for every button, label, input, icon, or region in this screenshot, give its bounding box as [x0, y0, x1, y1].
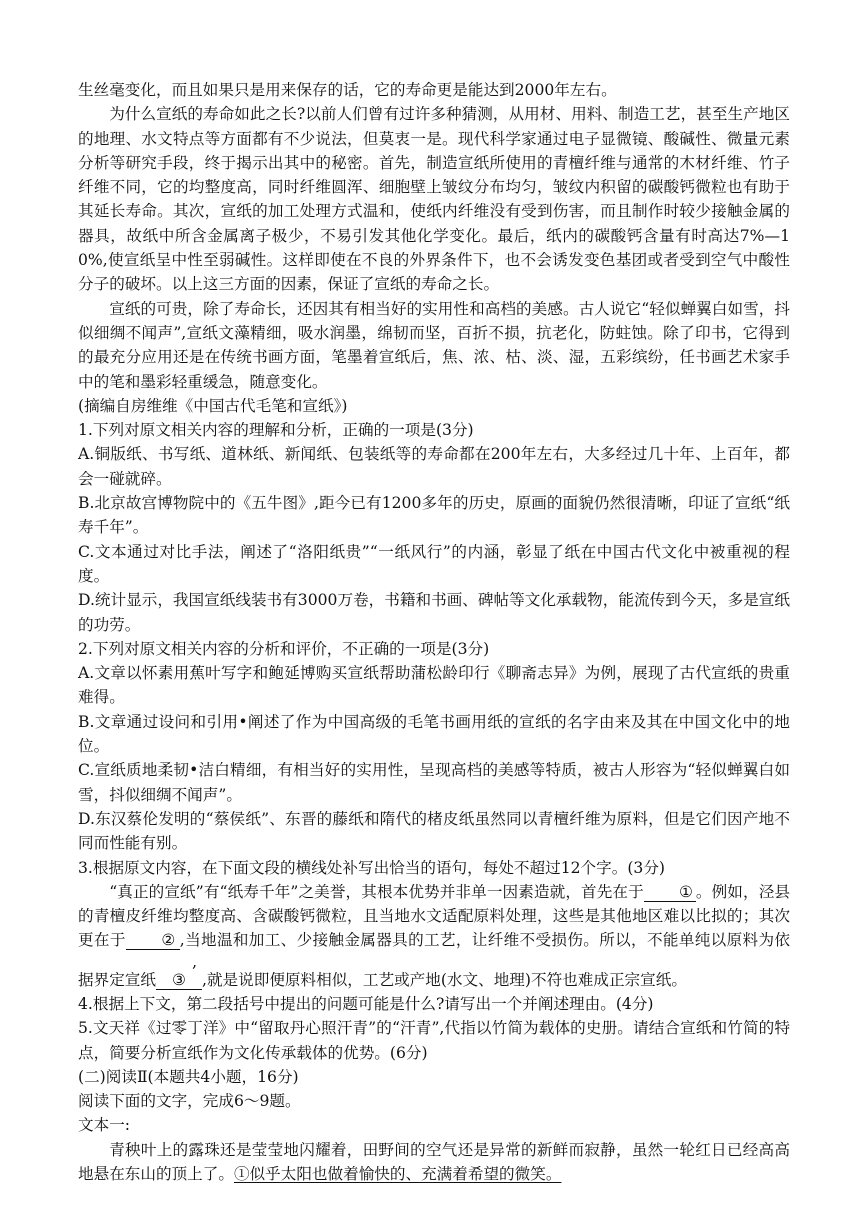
question-2-option-a: A.文章以怀素用蕉叶写字和鲍延博购买宣纸帮助蒲松龄印行《聊斋志异》为例，展现了古代宣纸的贵重难得。	[78, 664, 790, 707]
source-citation: (摘编自房维维《中国古代毛笔和宣纸》)	[78, 396, 348, 415]
document-page	[78, 78, 790, 1186]
paragraph: 生丝毫变化，而且如果只是用来保存的话，它的寿命更是能达到2000年左右。	[78, 81, 617, 99]
question-5: 5.文天祥《过零丁洋》中“留取丹心照汗青”的“汗青”,代指以竹简为载体的史册。请结合宣纸和竹简的特点，简要分析宣纸作为文化传承载体的优势。(6分)	[78, 1019, 790, 1062]
text-label: 文本一:	[78, 1116, 131, 1135]
paragraph: 宣纸的可贵，除了寿命长，还因其有相当好的实用性和高档的美感。古人说它“轻似蝉翼白如雪，抖似细绸不闻声”,宣纸文藻精细，吸水润墨，绵韧而坚，百折不损，抗老化，防蛀蚀。除了印书，它得到的最充分应用还是在传统书画方面，笔墨着宣纸后，焦、浓、枯、淡、湿，五彩缤纷，任书画艺术家手中的笔和墨彩轻重缓急，随意变化。	[78, 299, 790, 391]
question-2-option-c: C.宣纸质地柔韧•洁白精细，有相当好的实用性，呈现高档的美感等特质，被古人形容为“轻似蝉翼白如雪，抖似细绸不闻声”。	[78, 761, 790, 804]
fill-blank-2: ②	[126, 931, 180, 950]
question-4: 4.根据上下文，第二段括号中提出的问题可能是什么?请写出一个并阐述理由。(4分)	[78, 994, 654, 1013]
question-3-stem: 3.根据原文内容，在下面文段的横线处补写出恰当的语句，每处不超过12个字。(3分)	[78, 858, 665, 877]
section-instruction: 阅读下面的文字，完成6～9题。	[78, 1092, 301, 1111]
question-2-option-d: D.东汉蔡伦发明的“蔡侯纸”、东晋的藤纸和隋代的楮皮纸虽然同以青檀纤维为原料，但是它们因产地不同而性能有别。	[78, 809, 790, 853]
passage-text: ,当地温和加工、少接触金属器具的工艺，让纤维不受损伤。所以，不能单纯以原料为依据界定宣纸	[78, 931, 790, 989]
question-1-stem: 1.下列对原文相关内容的理解和分析，正确的一项是(3分)	[78, 421, 474, 440]
reading-paragraph	[78, 1138, 790, 1187]
passage-text: ,就是说即便原料相似，工艺或产地(水文、地理)不符也难成正宗宣纸。	[201, 970, 687, 989]
question-2-option-b: B.文章通过设问和引用•阐述了作为中国高级的毛笔书画用纸的宣纸的名字由来及其在中国文化中的地位。	[78, 712, 790, 756]
paragraph: 为什么宣纸的寿命如此之长?以前人们曾有过许多种猜测，从用材、用料、制造工艺，甚至生产地区的地理、水文特点等方面都有不少说法，但莫衷一是。现代科学家通过电子显微镜、酸碱性、微量元素分析等研究手段，终于揭示出其中的秘密。首先，制造宣纸所使用的青檀纤维与通常的木材纤维、竹子纤维不同，它的均整度高，同时纤维圆浑、细胞壁上皱纹分布均匀，皱纹内积留的碳酸钙微粒也有助于其延长寿命。其次，宣纸的加工处理方式温和，使纸内纤维没有受到伤害，而且制作时较少接触金属的器具，故纸中所含金属离子极少，不易引发其他化学变化。最后，纸内的碳酸钙含量有时高达7%—10%,使宣纸呈中性至弱碱性。这样即使在不良的外界条件下，也不会诱发变色基团或者受到空气中酸性分子的破坏。以上这三方面的因素，保证了宣纸的寿命之长。	[78, 105, 790, 294]
question-1-option-d: D.统计显示，我国宣纸线装书有3000万卷，书籍和书画、碑帖等文化承载物，能流传到今天，多是宣纸的功劳。	[78, 591, 790, 634]
fill-blank-1: ①	[644, 883, 696, 902]
fill-blank-3: ,③	[156, 953, 202, 990]
question-2-stem: 2.下列对原文相关内容的分析和评价，不正确的一项是(3分)	[78, 639, 490, 658]
passage-text: 青秧叶上的露珠还是莹莹地闪耀着，田野间的空气还是异常的新鲜而寂静，虽然一轮红日已经高高地悬在东山的顶上了。	[78, 1140, 790, 1184]
question-1-option-a: A.铜版纸、书写纸、道林纸、新闻纸、包装纸等的寿命都在200年左右，大多经过几十年、上百年，都会一碰就碎。	[78, 445, 790, 488]
question-1-option-c: C.文本通过对比手法，阐述了“洛阳纸贵”“一纸风行”的内涵，彰显了纸在中国古代文化中被重视的程度。	[78, 542, 790, 585]
section-heading: (二)阅读Ⅱ(本题共4小题，16分)	[78, 1067, 299, 1086]
underlined-sentence: ①似乎太阳也做着愉快的、充满着希望的微笑。	[233, 1165, 562, 1184]
passage-text: 。例如，泾县的青檀皮纤维均整度高、含碳酸钙微粒，且当地水文适配原料处理，这些是其他地区难以比拟的；其次更在于	[78, 882, 790, 950]
question-3-passage	[78, 880, 790, 992]
question-1-option-b: B.北京故宫博物院中的《五牛图》,距今已有1200多年的历史，原画的面貌仍然很清晰，印证了宣纸“纸寿千年”。	[78, 494, 790, 537]
passage-text: “真正的宣纸”有“纸寿千年”之美誉，其根本优势并非单一因素造就，首先在于	[109, 882, 644, 901]
